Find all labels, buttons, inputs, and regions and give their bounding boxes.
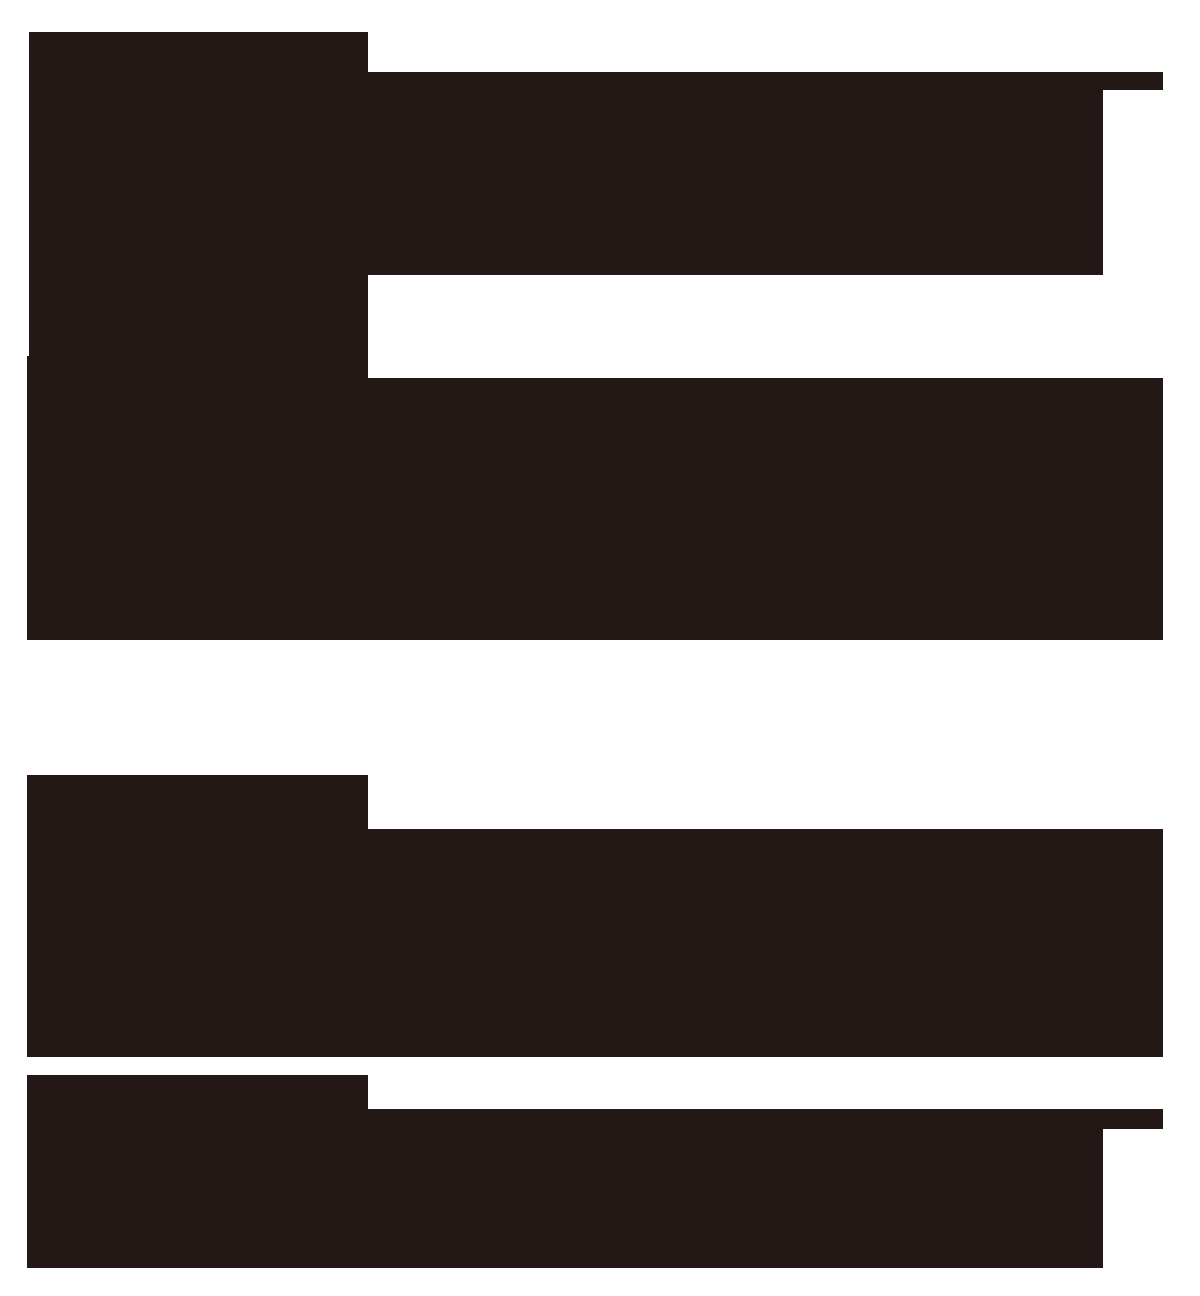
section2-block (27, 378, 1163, 640)
section1-header-bar (368, 72, 1163, 90)
section4-block (27, 1109, 1103, 1268)
section4-tab (27, 1075, 368, 1109)
section2-tab (27, 356, 368, 378)
section3-block (27, 829, 1163, 1057)
section1-right-block (368, 90, 1103, 275)
section1-left-block (29, 32, 368, 356)
section3-tab (27, 775, 368, 829)
